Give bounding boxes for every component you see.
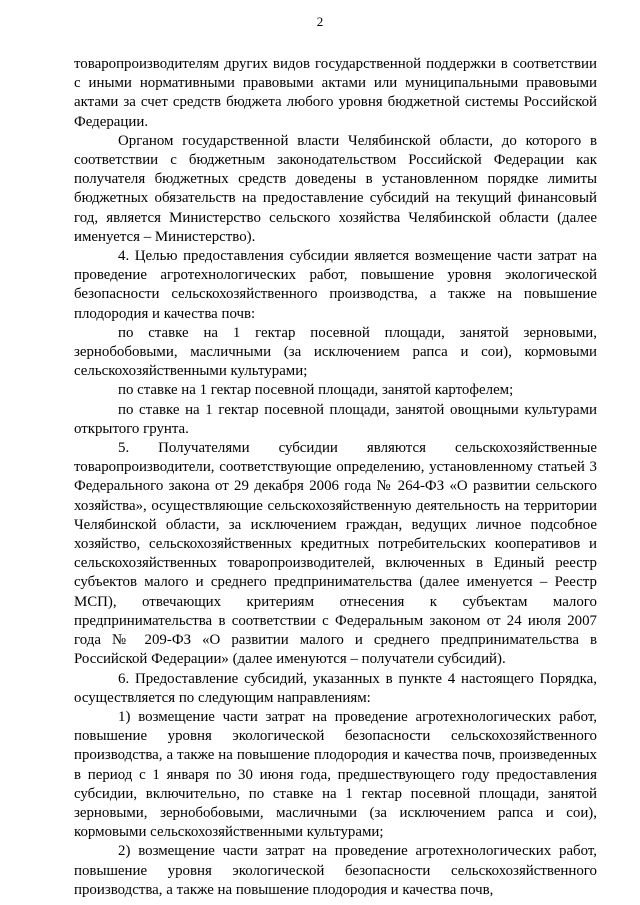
paragraph-item-5: 5. Получателями субсидии являются сельскохозяйственные товаропроизводители, соответствующие определению, установленному статьей 3 Федерального закона от 29 декабря 2006 года № 264-ФЗ «О развитии сельского хозяйства», осуществляющие сельскохозяйственную деятельность на территории Челябинской области, за исключением граждан, ведущих личное подсобное хозяйство, сельскохозяйственных кредитных потребительских кооперативов и сельскохозяйственных товаропроизводителей, включенных в Единый реестр субъектов малого и среднего предпринимательства (далее именуется – Реестр МСП), отвечающих критериям отнесения к субъектам малого предпринимательства в соответствии с Федеральным законом от 24 июля 2007 года № 209-ФЗ «О развитии малого и среднего предпринимательства в Российской Федерации» (далее именуются – получатели субсидий). [74,440,597,668]
paragraph-item-4: 4. Целью предоставления субсидии является возмещение части затрат на проведение агротехнологических работ, повышение уровня экологической безопасности сельскохозяйственного производства, а также на повышение плодородия и качества почв: [74,248,597,322]
paragraph-ministry: Органом государственной власти Челябинской области, до которого в соответствии с бюджетным законодательством Российской Федерации как получателя бюджетных средств доведены в установленном порядке лимиты бюджетных обязательств на предоставление субсидий на текущий финансовый год, является Министерство сельского хозяйства Челябинской области (далее именуется – Министерство). [74,132,597,245]
paragraph-rate-vegetables: по ставке на 1 гектар посевной площади, занятой овощными культурами открытого грунта. [74,401,597,437]
document-body [74,55,597,900]
paragraph-subitem-2: 2) возмещение части затрат на проведение агротехнологических работ, повышение уровня экологической безопасности сельскохозяйственного производства, а также на повышение плодородия и качества почв, [74,843,597,898]
paragraph-subitem-1: 1) возмещение части затрат на проведение агротехнологических работ, повышение уровня экологической безопасности сельскохозяйственного производства, а также на повышение плодородия и качества почв, произведенных в период с 1 января по 30 июня года, предшествующего году предоставления субсидии, включительно, по ставке на 1 гектар посевной площади, занятой зерновыми, зернобобовыми, масличными (за исключением рапса и сои), кормовыми сельскохозяйственными культурами; [74,708,597,841]
paragraph-rate-potato: по ставке на 1 гектар посевной площади, занятой картофелем; [118,382,514,399]
paragraph-rate-grains: по ставке на 1 гектар посевной площади, занятой зерновыми, зернобобовыми, масличными (за исключением рапса и сои), кормовыми сельскохозяйственными культурами; [74,324,597,380]
paragraph-item-6: 6. Предоставление субсидий, указанных в пункте 4 настоящего Порядка, осуществляется по следующим направлениям: [74,670,597,706]
page-number: 2 [316,14,324,29]
paragraph-continuation: товаропроизводителям других видов государственной поддержки в соответствии с иными нормативными правовыми актами или муниципальными правовыми актами за счет средств бюджета любого уровня бюджетной системы Российской Федерации. [74,56,597,130]
